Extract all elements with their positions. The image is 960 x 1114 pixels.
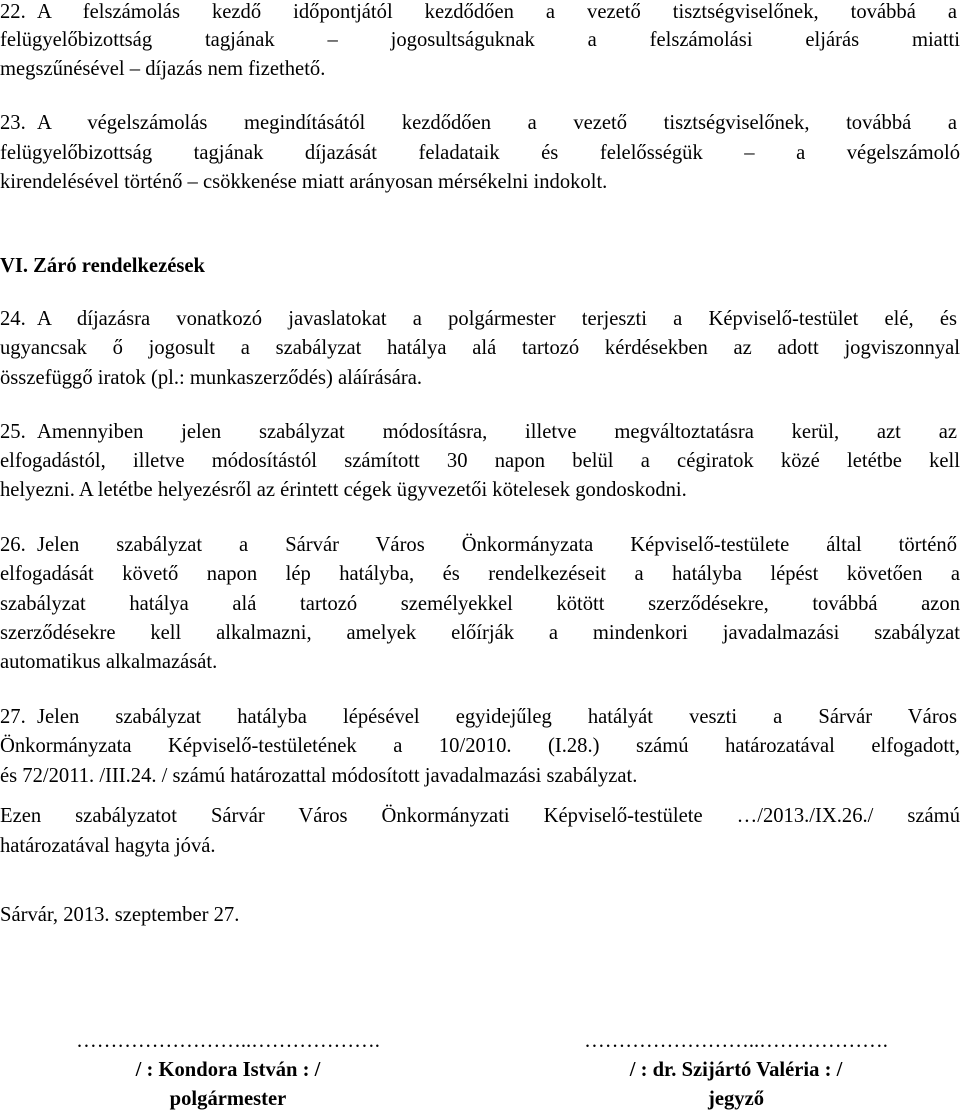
- section-22-line-3: megszűnésével – díjazás nem fizethető.: [0, 58, 326, 80]
- section-24-number: 24.: [0, 308, 26, 330]
- section-26-line-3: szabályzat hatálya alá tartozó személyekkel kötött szerződésekre, továbbá azon: [0, 593, 960, 615]
- signature-line-left: ……………………..……………….: [76, 1030, 380, 1052]
- section-27-line-3: és 72/2011. /III.24. / számú határozattal módosított javadalmazási szabályzat.: [0, 765, 638, 787]
- section-26-number: 26.: [0, 534, 26, 556]
- signatory-name-right: / : dr. Szijártó Valéria : /: [629, 1059, 843, 1081]
- section-25-line-1: Amennyiben jelen szabályzat módosításra, illetve megváltoztatásra kerül, azt az: [37, 421, 957, 443]
- signature-line-right: ……………………..……………….: [584, 1030, 888, 1052]
- section-22-number: 22.: [0, 1, 26, 23]
- section-26-line-5: automatikus alkalmazását.: [0, 651, 218, 673]
- section-26-line-4: szerződésekre kell alkalmazni, amelyek előírják a mindenkori javadalmazási szabályzat: [0, 622, 960, 644]
- approval-line-1: Ezen szabályzatot Sárvár Város Önkormányzati Képviselő-testülete …/2013./IX.26./ számú: [0, 805, 960, 827]
- section-22-line-2: felügyelőbizottság tagjának – jogosultságuknak a felszámolási eljárás miatti: [0, 29, 960, 51]
- signatory-title-right: jegyző: [707, 1088, 765, 1110]
- section-23-line-2: felügyelőbizottság tagjának díjazását feladataik és felelősségük – a végelszámoló: [0, 142, 960, 164]
- section-27-line-2: Önkormányzata Képviselő-testületének a 10/2010. (I.28.) számú határozatával elfogadott,: [0, 735, 960, 757]
- section-23-number: 23.: [0, 112, 26, 134]
- section-26-line-2: elfogadását követő napon lép hatályba, és rendelkezéseit a hatályba lépést követően a: [0, 563, 960, 585]
- section-25-line-3: helyezni. A letétbe helyezésről az érintett cégek ügyvezetői kötelesek gondoskodni.: [0, 479, 687, 501]
- section-heading: VI. Záró rendelkezések: [0, 255, 205, 277]
- signatory-title-left: polgármester: [169, 1088, 287, 1110]
- place-date: Sárvár, 2013. szeptember 27.: [0, 904, 240, 926]
- section-27-number: 27.: [0, 706, 26, 728]
- signatory-name-left: / : Kondora István : /: [135, 1059, 321, 1081]
- section-25-line-2: elfogadástól, illetve módosítástól számított 30 napon belül a cégiratok közé letétbe kell: [0, 450, 960, 472]
- section-25-number: 25.: [0, 421, 26, 443]
- section-26-line-1: Jelen szabályzat a Sárvár Város Önkormányzata Képviselő-testülete által történő: [37, 534, 957, 556]
- section-23-line-1: A végelszámolás megindításától kezdődően a vezető tisztségviselőnek, továbbá a: [37, 112, 957, 134]
- section-24-line-2: ugyancsak ő jogosult a szabályzat hatálya alá tartozó kérdésekben az adott jogviszonnyal: [0, 337, 960, 359]
- section-24-line-1: A díjazásra vonatkozó javaslatokat a polgármester terjeszti a Képviselő-testület elé, és: [37, 308, 957, 330]
- section-22-line-1: A felszámolás kezdő időpontjától kezdődően a vezető tisztségviselőnek, továbbá a: [37, 1, 957, 23]
- section-24-line-3: összefüggő iratok (pl.: munkaszerződés) aláírására.: [0, 367, 423, 389]
- section-27-line-1: Jelen szabályzat hatályba lépésével egyidejűleg hatályát veszti a Sárvár Város: [37, 706, 957, 728]
- approval-line-2: határozatával hagyta jóvá.: [0, 835, 216, 857]
- section-23-line-3: kirendelésével történő – csökkenése miatt arányosan mérsékelni indokolt.: [0, 171, 608, 193]
